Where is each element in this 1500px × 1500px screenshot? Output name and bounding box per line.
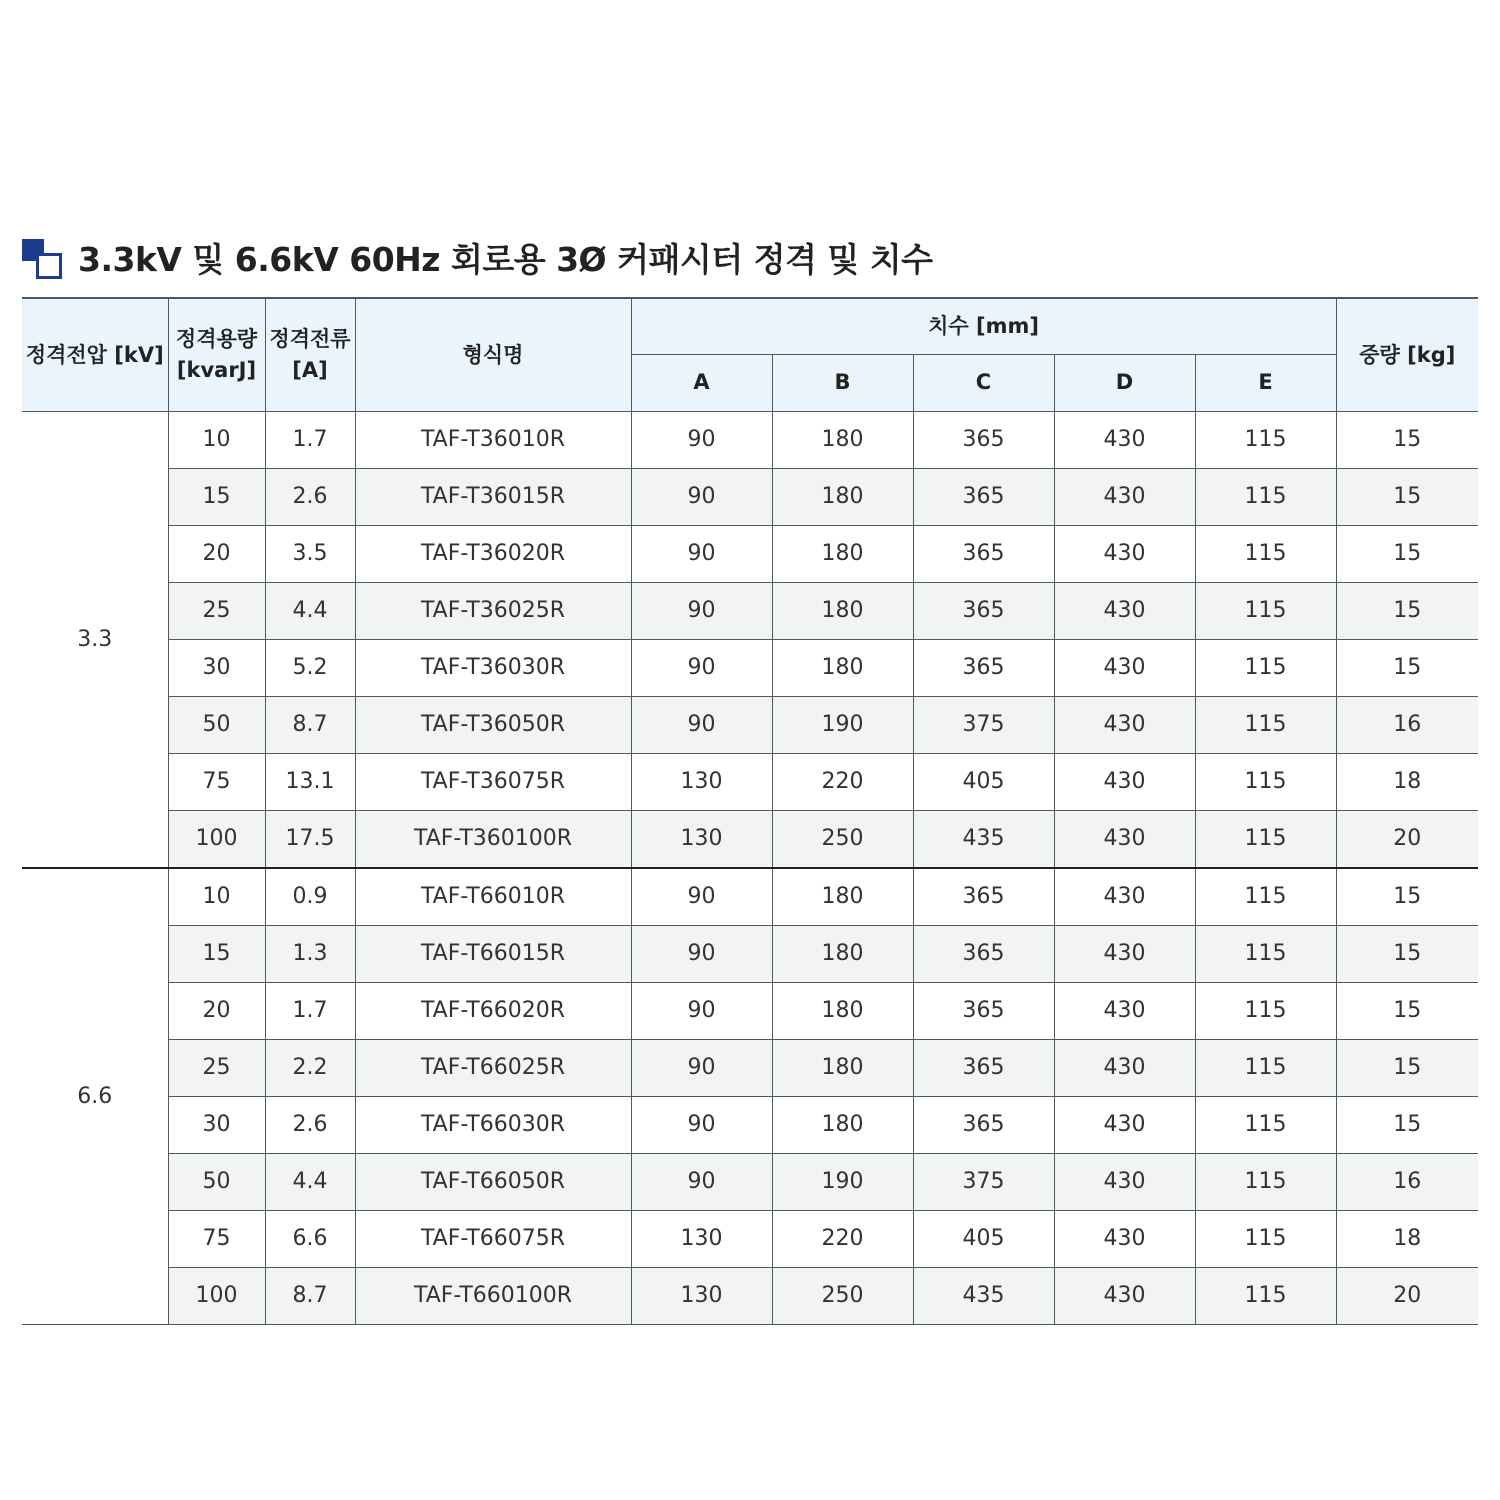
dim-c-cell: 435 bbox=[913, 1267, 1054, 1324]
header-dimensions: 치수 [mm] bbox=[631, 298, 1336, 354]
capacity-cell: 20 bbox=[168, 525, 265, 582]
model-cell: TAF-T36020R bbox=[355, 525, 631, 582]
capacity-cell: 20 bbox=[168, 982, 265, 1039]
table-row bbox=[22, 753, 1478, 810]
dim-a-cell: 90 bbox=[631, 468, 772, 525]
dim-a-cell: 90 bbox=[631, 1153, 772, 1210]
header-dim-b: B bbox=[772, 354, 913, 411]
dim-c-cell: 365 bbox=[913, 925, 1054, 982]
header-model: 형식명 bbox=[355, 298, 631, 411]
capacitor-spec-table bbox=[22, 297, 1478, 1325]
voltage-cell: 6.6 bbox=[22, 868, 168, 1325]
dim-a-cell: 130 bbox=[631, 1210, 772, 1267]
square-bullet-icon bbox=[22, 237, 62, 277]
table-row bbox=[22, 982, 1478, 1039]
header-dim-a: A bbox=[631, 354, 772, 411]
weight-cell: 18 bbox=[1336, 753, 1478, 810]
dim-e-cell: 115 bbox=[1195, 411, 1336, 468]
dim-a-cell: 130 bbox=[631, 753, 772, 810]
dim-c-cell: 375 bbox=[913, 1153, 1054, 1210]
table-row bbox=[22, 810, 1478, 868]
capacity-cell: 10 bbox=[168, 868, 265, 926]
current-cell: 1.3 bbox=[265, 925, 355, 982]
current-cell: 2.2 bbox=[265, 1039, 355, 1096]
table-row bbox=[22, 1267, 1478, 1324]
weight-cell: 15 bbox=[1336, 582, 1478, 639]
dim-c-cell: 365 bbox=[913, 525, 1054, 582]
dim-e-cell: 115 bbox=[1195, 639, 1336, 696]
dim-d-cell: 430 bbox=[1054, 639, 1195, 696]
dim-c-cell: 365 bbox=[913, 411, 1054, 468]
header-voltage: 정격전압 [kV] bbox=[22, 298, 168, 411]
weight-cell: 16 bbox=[1336, 696, 1478, 753]
capacity-cell: 75 bbox=[168, 753, 265, 810]
capacity-cell: 15 bbox=[168, 468, 265, 525]
model-cell: TAF-T36025R bbox=[355, 582, 631, 639]
dim-b-cell: 180 bbox=[772, 1096, 913, 1153]
current-cell: 3.5 bbox=[265, 525, 355, 582]
dim-a-cell: 90 bbox=[631, 925, 772, 982]
current-cell: 4.4 bbox=[265, 582, 355, 639]
dim-b-cell: 180 bbox=[772, 411, 913, 468]
current-cell: 17.5 bbox=[265, 810, 355, 868]
capacity-cell: 10 bbox=[168, 411, 265, 468]
dim-d-cell: 430 bbox=[1054, 696, 1195, 753]
dim-c-cell: 405 bbox=[913, 1210, 1054, 1267]
capacity-cell: 15 bbox=[168, 925, 265, 982]
dim-d-cell: 430 bbox=[1054, 525, 1195, 582]
dim-e-cell: 115 bbox=[1195, 582, 1336, 639]
dim-a-cell: 90 bbox=[631, 639, 772, 696]
current-cell: 8.7 bbox=[265, 696, 355, 753]
dim-b-cell: 180 bbox=[772, 982, 913, 1039]
table-row bbox=[22, 582, 1478, 639]
current-cell: 2.6 bbox=[265, 468, 355, 525]
dim-e-cell: 115 bbox=[1195, 696, 1336, 753]
table-body bbox=[22, 411, 1478, 1324]
dim-b-cell: 190 bbox=[772, 1153, 913, 1210]
dim-b-cell: 180 bbox=[772, 925, 913, 982]
model-cell: TAF-T36015R bbox=[355, 468, 631, 525]
dim-c-cell: 375 bbox=[913, 696, 1054, 753]
weight-cell: 15 bbox=[1336, 1039, 1478, 1096]
dim-e-cell: 115 bbox=[1195, 753, 1336, 810]
dim-b-cell: 220 bbox=[772, 753, 913, 810]
dim-a-cell: 90 bbox=[631, 411, 772, 468]
voltage-cell: 3.3 bbox=[22, 411, 168, 868]
dim-e-cell: 115 bbox=[1195, 1210, 1336, 1267]
header-dim-d: D bbox=[1054, 354, 1195, 411]
dim-e-cell: 115 bbox=[1195, 525, 1336, 582]
dim-a-cell: 90 bbox=[631, 582, 772, 639]
model-cell: TAF-T360100R bbox=[355, 810, 631, 868]
table-row bbox=[22, 468, 1478, 525]
dim-e-cell: 115 bbox=[1195, 1267, 1336, 1324]
capacity-cell: 75 bbox=[168, 1210, 265, 1267]
current-cell: 13.1 bbox=[265, 753, 355, 810]
header-capacity-line1: 정격용량 bbox=[175, 327, 258, 352]
dim-c-cell: 365 bbox=[913, 639, 1054, 696]
table-row bbox=[22, 1210, 1478, 1267]
dim-a-cell: 90 bbox=[631, 982, 772, 1039]
model-cell: TAF-T66030R bbox=[355, 1096, 631, 1153]
dim-e-cell: 115 bbox=[1195, 810, 1336, 868]
model-cell: TAF-T66025R bbox=[355, 1039, 631, 1096]
dim-a-cell: 90 bbox=[631, 696, 772, 753]
header-dim-c: C bbox=[913, 354, 1054, 411]
model-cell: TAF-T66075R bbox=[355, 1210, 631, 1267]
dim-a-cell: 90 bbox=[631, 868, 772, 926]
dim-b-cell: 250 bbox=[772, 1267, 913, 1324]
dim-b-cell: 180 bbox=[772, 582, 913, 639]
dim-b-cell: 250 bbox=[772, 810, 913, 868]
table-row bbox=[22, 1153, 1478, 1210]
table-row bbox=[22, 868, 1478, 926]
current-cell: 0.9 bbox=[265, 868, 355, 926]
dim-b-cell: 180 bbox=[772, 525, 913, 582]
dim-c-cell: 365 bbox=[913, 1096, 1054, 1153]
capacity-cell: 30 bbox=[168, 1096, 265, 1153]
dim-b-cell: 220 bbox=[772, 1210, 913, 1267]
dim-b-cell: 180 bbox=[772, 868, 913, 926]
model-cell: TAF-T36010R bbox=[355, 411, 631, 468]
capacity-cell: 25 bbox=[168, 1039, 265, 1096]
dim-d-cell: 430 bbox=[1054, 753, 1195, 810]
weight-cell: 15 bbox=[1336, 868, 1478, 926]
dim-d-cell: 430 bbox=[1054, 411, 1195, 468]
dim-a-cell: 90 bbox=[631, 525, 772, 582]
model-cell: TAF-T66010R bbox=[355, 868, 631, 926]
dim-e-cell: 115 bbox=[1195, 468, 1336, 525]
table-row bbox=[22, 639, 1478, 696]
weight-cell: 20 bbox=[1336, 810, 1478, 868]
model-cell: TAF-T66015R bbox=[355, 925, 631, 982]
dim-a-cell: 90 bbox=[631, 1039, 772, 1096]
model-cell: TAF-T66050R bbox=[355, 1153, 631, 1210]
dim-d-cell: 430 bbox=[1054, 468, 1195, 525]
model-cell: TAF-T66020R bbox=[355, 982, 631, 1039]
dim-c-cell: 365 bbox=[913, 582, 1054, 639]
header-dim-e: E bbox=[1195, 354, 1336, 411]
page-title: 3.3kV 및 6.6kV 60Hz 회로용 3Ø 커패시터 정격 및 치수 bbox=[78, 239, 933, 279]
table-row bbox=[22, 925, 1478, 982]
weight-cell: 15 bbox=[1336, 525, 1478, 582]
dim-e-cell: 115 bbox=[1195, 868, 1336, 926]
current-cell: 1.7 bbox=[265, 982, 355, 1039]
table-row bbox=[22, 696, 1478, 753]
weight-cell: 15 bbox=[1336, 411, 1478, 468]
dim-d-cell: 430 bbox=[1054, 868, 1195, 926]
dim-d-cell: 430 bbox=[1054, 925, 1195, 982]
table-row bbox=[22, 411, 1478, 468]
current-cell: 2.6 bbox=[265, 1096, 355, 1153]
dim-c-cell: 365 bbox=[913, 1039, 1054, 1096]
weight-cell: 15 bbox=[1336, 639, 1478, 696]
table-row bbox=[22, 1039, 1478, 1096]
dim-d-cell: 430 bbox=[1054, 1267, 1195, 1324]
dim-d-cell: 430 bbox=[1054, 982, 1195, 1039]
header-weight: 중량 [kg] bbox=[1336, 298, 1478, 411]
weight-cell: 15 bbox=[1336, 1096, 1478, 1153]
weight-cell: 15 bbox=[1336, 468, 1478, 525]
table-header bbox=[22, 298, 1478, 411]
dim-c-cell: 435 bbox=[913, 810, 1054, 868]
current-cell: 6.6 bbox=[265, 1210, 355, 1267]
capacity-cell: 100 bbox=[168, 810, 265, 868]
capacity-cell: 50 bbox=[168, 1153, 265, 1210]
table-row bbox=[22, 1096, 1478, 1153]
dim-e-cell: 115 bbox=[1195, 925, 1336, 982]
dim-d-cell: 430 bbox=[1054, 1153, 1195, 1210]
weight-cell: 18 bbox=[1336, 1210, 1478, 1267]
dim-c-cell: 365 bbox=[913, 468, 1054, 525]
dim-c-cell: 365 bbox=[913, 868, 1054, 926]
table-row bbox=[22, 525, 1478, 582]
model-cell: TAF-T36050R bbox=[355, 696, 631, 753]
model-cell: TAF-T36030R bbox=[355, 639, 631, 696]
dim-b-cell: 180 bbox=[772, 1039, 913, 1096]
dim-d-cell: 430 bbox=[1054, 1096, 1195, 1153]
dim-a-cell: 90 bbox=[631, 1096, 772, 1153]
dim-d-cell: 430 bbox=[1054, 1039, 1195, 1096]
capacity-cell: 50 bbox=[168, 696, 265, 753]
dim-e-cell: 115 bbox=[1195, 982, 1336, 1039]
section-title bbox=[22, 232, 932, 282]
header-capacity bbox=[168, 298, 265, 411]
current-cell: 5.2 bbox=[265, 639, 355, 696]
dim-e-cell: 115 bbox=[1195, 1153, 1336, 1210]
model-cell: TAF-T660100R bbox=[355, 1267, 631, 1324]
weight-cell: 15 bbox=[1336, 982, 1478, 1039]
weight-cell: 16 bbox=[1336, 1153, 1478, 1210]
dim-c-cell: 405 bbox=[913, 753, 1054, 810]
header-current-line1: 정격전류 bbox=[269, 327, 351, 352]
dim-a-cell: 130 bbox=[631, 810, 772, 868]
current-cell: 8.7 bbox=[265, 1267, 355, 1324]
dim-d-cell: 430 bbox=[1054, 810, 1195, 868]
current-cell: 1.7 bbox=[265, 411, 355, 468]
header-current bbox=[265, 298, 355, 411]
header-capacity-line2: [kvarJ] bbox=[176, 357, 257, 382]
model-cell: TAF-T36075R bbox=[355, 753, 631, 810]
current-cell: 4.4 bbox=[265, 1153, 355, 1210]
weight-cell: 15 bbox=[1336, 925, 1478, 982]
dim-d-cell: 430 bbox=[1054, 582, 1195, 639]
dim-b-cell: 180 bbox=[772, 639, 913, 696]
dim-c-cell: 365 bbox=[913, 982, 1054, 1039]
dim-e-cell: 115 bbox=[1195, 1039, 1336, 1096]
weight-cell: 20 bbox=[1336, 1267, 1478, 1324]
capacity-cell: 30 bbox=[168, 639, 265, 696]
dim-d-cell: 430 bbox=[1054, 1210, 1195, 1267]
dim-b-cell: 180 bbox=[772, 468, 913, 525]
header-current-line2: [A] bbox=[292, 357, 328, 382]
dim-a-cell: 130 bbox=[631, 1267, 772, 1324]
capacity-cell: 25 bbox=[168, 582, 265, 639]
capacity-cell: 100 bbox=[168, 1267, 265, 1324]
dim-e-cell: 115 bbox=[1195, 1096, 1336, 1153]
dim-b-cell: 190 bbox=[772, 696, 913, 753]
